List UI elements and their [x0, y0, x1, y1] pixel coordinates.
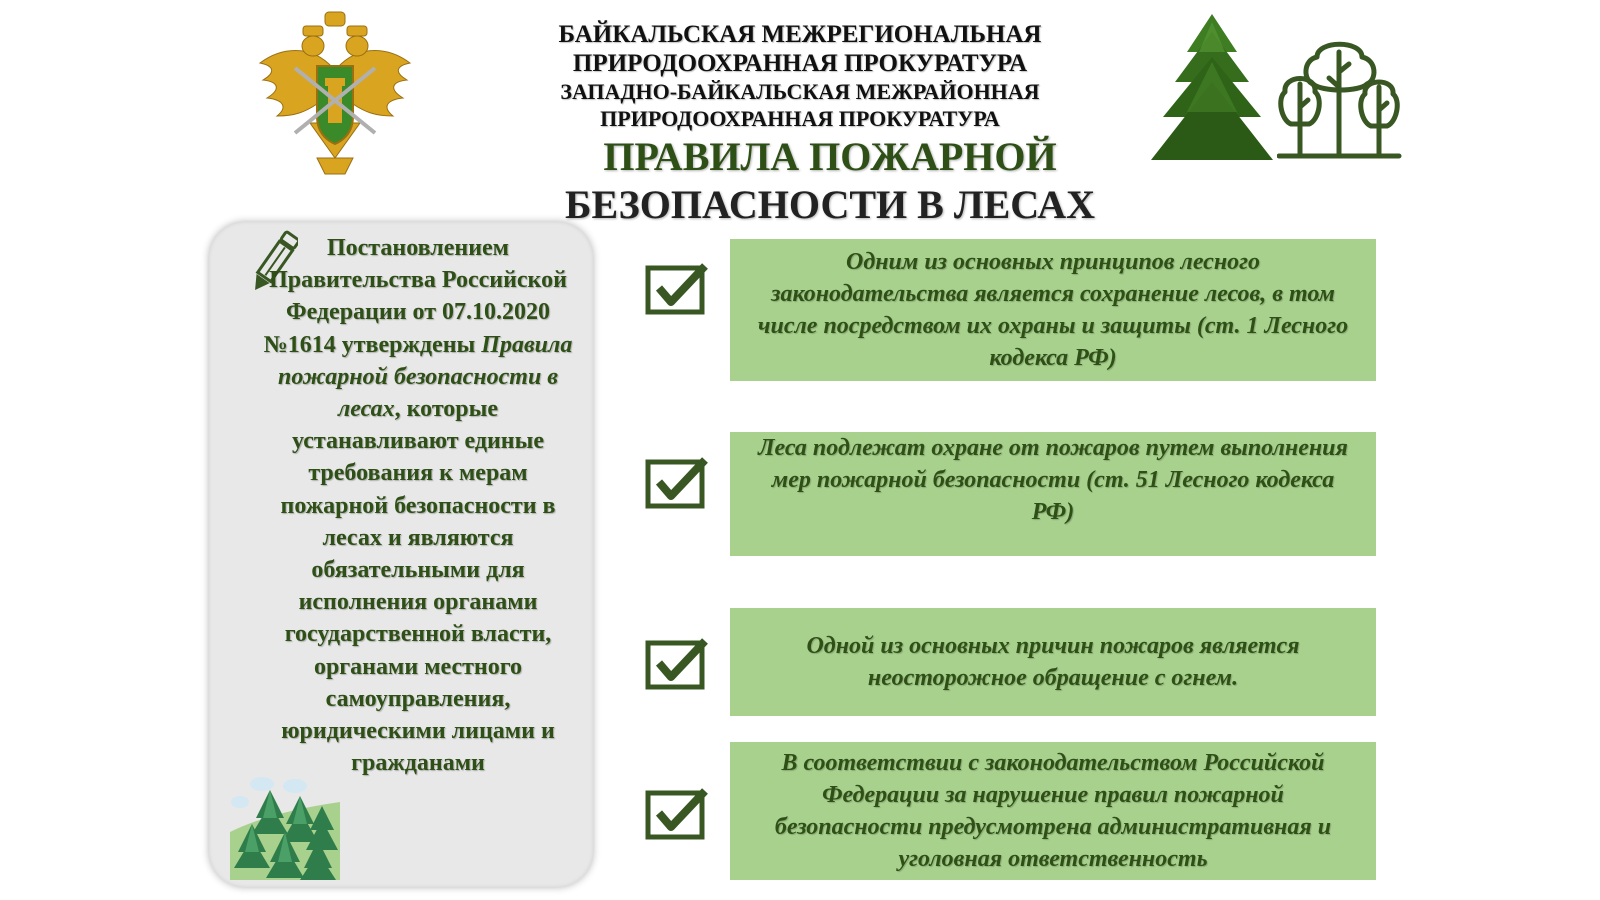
organization-name: [520, 20, 1080, 132]
title-line-2: БЕЗОПАСНОСТИ В ЛЕСАХ: [565, 182, 1095, 227]
principle-text-1: Одним из основных принципов лесного законодательства является сохранение лесов, в том числе посредством их охраны и защиты (ст. 1 Лесного кодекса РФ): [757, 249, 1349, 371]
org-line-2: ПРИРОДООХРАННАЯ ПРОКУРАТУРА: [572, 50, 1028, 77]
decree-intro: Постановлением Правительства Российской Федерации от 07.10.2020 №1614 утверждены: [263, 235, 567, 358]
checkbox-checked-icon: [645, 637, 711, 691]
principle-box-4: [730, 742, 1376, 880]
principle-box-1: [730, 239, 1376, 381]
org-line-4: ПРИРОДООХРАННАЯ ПРОКУРАТУРА: [600, 106, 1000, 131]
title-line-1: ПРАВИЛА ПОЖАРНОЙ: [603, 134, 1057, 179]
org-line-1: БАЙКАЛЬСКАЯ МЕЖРЕГИОНАЛЬНАЯ: [558, 21, 1042, 48]
decree-rules-name: Правила пожарной безопасности в лесах: [277, 331, 573, 423]
principle-text-2: Леса подлежат охране от пожаров путем выполнения мер пожарной безопасности (ст. 51 Лесного кодекса РФ): [758, 435, 1348, 525]
principle-box-2: [730, 432, 1376, 556]
principle-box-3: [730, 608, 1376, 716]
checkbox-checked-icon: [645, 456, 711, 510]
page-title: [560, 133, 1100, 229]
checkbox-checked-icon: [645, 262, 711, 316]
principle-text-3: Одной из основных причин пожаров является неосторожное обращение с огнем.: [806, 633, 1300, 691]
forest-icon: [230, 772, 340, 880]
decree-text: [258, 232, 578, 779]
prosecutor-emblem-icon: [255, 8, 415, 178]
checkbox-checked-icon: [645, 787, 711, 841]
spruce-tree-icon: [1147, 12, 1277, 167]
decree-outro: , которые устанавливают единые требования к мерам пожарной безопасности в лесах и являются обязательными для исполнения органами государственной власти, органами местного самоуправления, юридическими лицами и гражданами: [280, 396, 556, 777]
principle-text-4: В соответствии с законодательством Российской Федерации за нарушение правил пожарной безопасности предусмотрена административная и уголовная ответственность: [774, 750, 1332, 872]
trees-outline-icon: [1277, 32, 1402, 162]
org-line-3: ЗАПАДНО-БАЙКАЛЬСКАЯ МЕЖРАЙОННАЯ: [560, 79, 1040, 104]
